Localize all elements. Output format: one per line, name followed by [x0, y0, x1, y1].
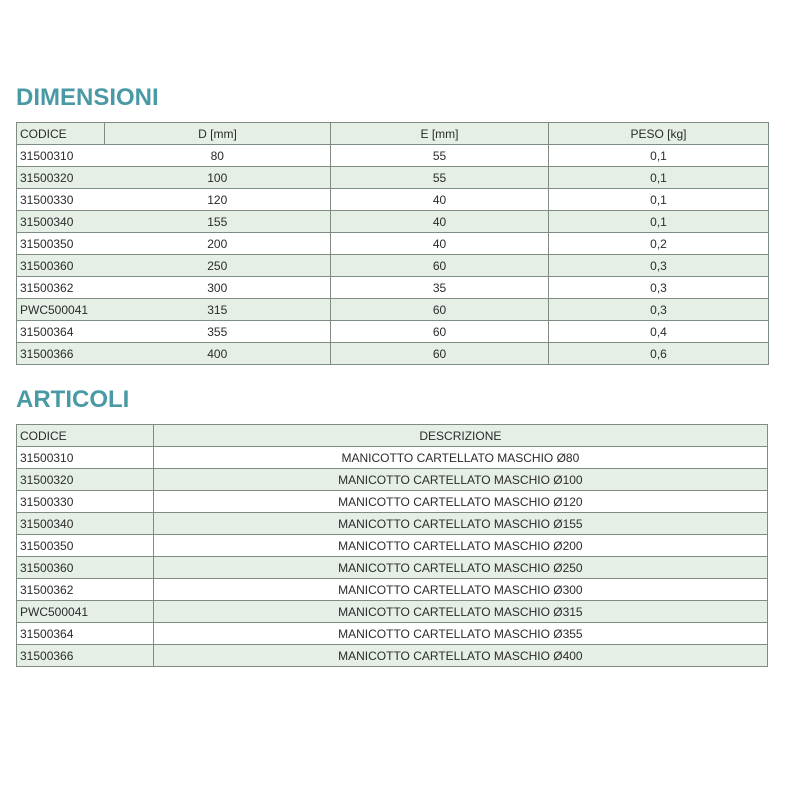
articles-row: [17, 447, 768, 469]
dimensions-weight-cell: 0,3: [549, 277, 769, 299]
dimensions-weight-cell: 0,2: [549, 233, 769, 255]
dimensions-code-cell: 31500362: [17, 277, 105, 299]
articles-description-cell: MANICOTTO CARTELLATO MASCHIO Ø100: [153, 469, 767, 491]
articles-description-cell: MANICOTTO CARTELLATO MASCHIO Ø80: [153, 447, 767, 469]
dimensions-d-cell: 155: [105, 211, 331, 233]
dimensions-header-row: [17, 123, 769, 145]
dimensions-e-cell: 40: [331, 189, 549, 211]
dimensions-e-cell: 60: [331, 299, 549, 321]
dimensions-header-weight: PESO [kg]: [549, 123, 769, 145]
dimensions-d-cell: 120: [105, 189, 331, 211]
dimensions-weight-cell: 0,6: [549, 343, 769, 365]
dimensions-code-cell: 31500360: [17, 255, 105, 277]
dimensions-row: [17, 321, 769, 343]
articles-description-cell: MANICOTTO CARTELLATO MASCHIO Ø120: [153, 491, 767, 513]
dimensions-d-cell: 200: [105, 233, 331, 255]
articles-code-cell: 31500362: [17, 579, 154, 601]
dimensions-row: [17, 189, 769, 211]
articles-row: [17, 535, 768, 557]
dimensions-d-cell: 315: [105, 299, 331, 321]
articles-code-cell: PWC500041: [17, 601, 154, 623]
articles-description-cell: MANICOTTO CARTELLATO MASCHIO Ø200: [153, 535, 767, 557]
articles-description-cell: MANICOTTO CARTELLATO MASCHIO Ø300: [153, 579, 767, 601]
articles-description-cell: MANICOTTO CARTELLATO MASCHIO Ø155: [153, 513, 767, 535]
dimensions-title: DIMENSIONI: [16, 84, 159, 111]
articles-row: [17, 623, 768, 645]
dimensions-row: [17, 277, 769, 299]
articles-description-cell: MANICOTTO CARTELLATO MASCHIO Ø400: [153, 645, 767, 667]
dimensions-weight-cell: 0,4: [549, 321, 769, 343]
articles-description-cell: MANICOTTO CARTELLATO MASCHIO Ø355: [153, 623, 767, 645]
articles-row: [17, 491, 768, 513]
articles-code-cell: 31500340: [17, 513, 154, 535]
articles-header-description: DESCRIZIONE: [153, 425, 767, 447]
dimensions-weight-cell: 0,1: [549, 211, 769, 233]
articles-code-cell: 31500360: [17, 557, 154, 579]
dimensions-code-cell: 31500350: [17, 233, 105, 255]
articles-header-row: [17, 425, 768, 447]
articles-row: [17, 645, 768, 667]
dimensions-d-cell: 100: [105, 167, 331, 189]
dimensions-code-cell: PWC500041: [17, 299, 105, 321]
dimensions-e-cell: 40: [331, 211, 549, 233]
dimensions-header-e: E [mm]: [331, 123, 549, 145]
articles-code-cell: 31500364: [17, 623, 154, 645]
dimensions-row: [17, 167, 769, 189]
articles-title: ARTICOLI: [16, 386, 130, 413]
dimensions-code-cell: 31500364: [17, 321, 105, 343]
dimensions-row: [17, 145, 769, 167]
dimensions-table: [16, 122, 769, 365]
dimensions-d-cell: 355: [105, 321, 331, 343]
dimensions-row: [17, 343, 769, 365]
dimensions-e-cell: 60: [331, 343, 549, 365]
articles-row: [17, 513, 768, 535]
dimensions-header-d: D [mm]: [105, 123, 331, 145]
dimensions-weight-cell: 0,1: [549, 167, 769, 189]
dimensions-row: [17, 233, 769, 255]
articles-row: [17, 601, 768, 623]
articles-row: [17, 557, 768, 579]
dimensions-code-cell: 31500340: [17, 211, 105, 233]
dimensions-weight-cell: 0,3: [549, 255, 769, 277]
dimensions-row: [17, 255, 769, 277]
articles-row: [17, 469, 768, 491]
dimensions-e-cell: 60: [331, 255, 549, 277]
articles-code-cell: 31500320: [17, 469, 154, 491]
dimensions-row: [17, 299, 769, 321]
dimensions-e-cell: 55: [331, 167, 549, 189]
articles-code-cell: 31500350: [17, 535, 154, 557]
articles-code-cell: 31500366: [17, 645, 154, 667]
dimensions-e-cell: 35: [331, 277, 549, 299]
dimensions-d-cell: 250: [105, 255, 331, 277]
articles-code-cell: 31500330: [17, 491, 154, 513]
dimensions-row: [17, 211, 769, 233]
articles-code-cell: 31500310: [17, 447, 154, 469]
dimensions-header-code: CODICE: [17, 123, 105, 145]
dimensions-code-cell: 31500310: [17, 145, 105, 167]
dimensions-weight-cell: 0,3: [549, 299, 769, 321]
dimensions-weight-cell: 0,1: [549, 189, 769, 211]
dimensions-weight-cell: 0,1: [549, 145, 769, 167]
articles-row: [17, 579, 768, 601]
dimensions-code-cell: 31500330: [17, 189, 105, 211]
articles-table: [16, 424, 768, 667]
dimensions-e-cell: 55: [331, 145, 549, 167]
dimensions-code-cell: 31500366: [17, 343, 105, 365]
dimensions-e-cell: 40: [331, 233, 549, 255]
dimensions-code-cell: 31500320: [17, 167, 105, 189]
articles-description-cell: MANICOTTO CARTELLATO MASCHIO Ø250: [153, 557, 767, 579]
dimensions-e-cell: 60: [331, 321, 549, 343]
articles-header-code: CODICE: [17, 425, 154, 447]
articles-description-cell: MANICOTTO CARTELLATO MASCHIO Ø315: [153, 601, 767, 623]
dimensions-d-cell: 300: [105, 277, 331, 299]
dimensions-d-cell: 400: [105, 343, 331, 365]
dimensions-d-cell: 80: [105, 145, 331, 167]
